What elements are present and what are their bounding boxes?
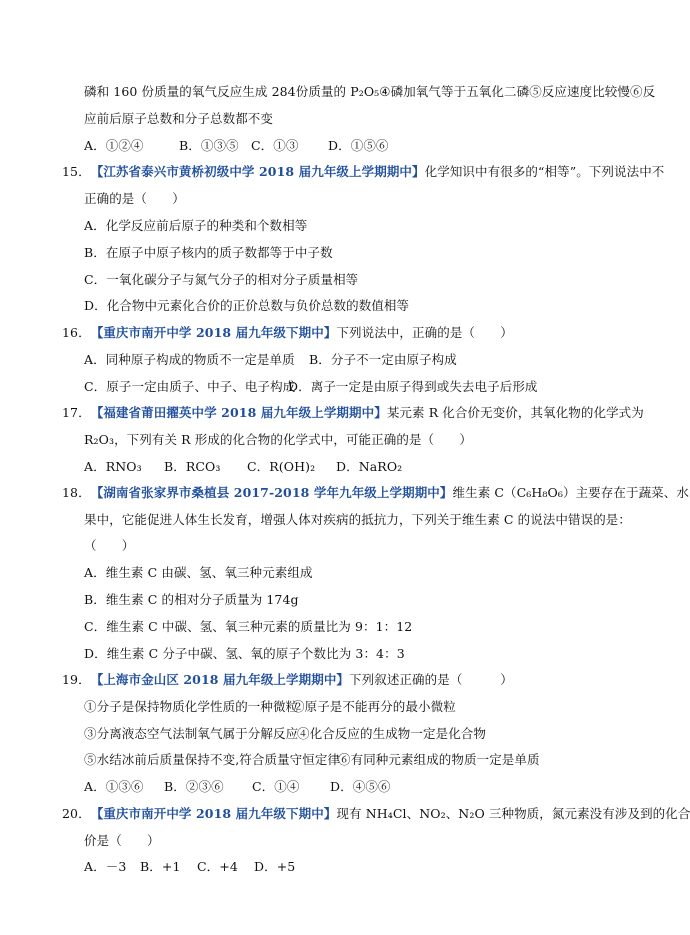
question-source: 【福建省莆田擢英中学 2018 届九年级上学期期中】 [90, 405, 387, 420]
q16-option-b[interactable]: B．分子不一定由原子构成 [309, 352, 457, 367]
question-stem: 下列叙述正确的是（ ） [349, 672, 513, 687]
question-stem: 下列说法中，正确的是（ ） [336, 325, 513, 340]
q16-options-row2 [84, 379, 538, 395]
question-source: 【上海市金山区 2018 届九年级上学期期中】 [90, 672, 350, 687]
q19-option-a[interactable]: A．①③⑥ [84, 779, 144, 794]
q20-options [84, 859, 295, 875]
q16-option-a[interactable]: A．同种原子构成的物质不一定是单质 [84, 352, 295, 367]
question-source: 【湖南省张家界市桑植县 2017-2018 学年九年级上学期期中】 [90, 485, 453, 500]
q17-option-a[interactable]: A．RNO₃ [84, 459, 142, 474]
q18-option-b[interactable]: B．维生素 C 的相对分子质量为 174g [84, 592, 299, 607]
q19-statement-1: ①分子是保持物质化学性质的一种微粒 [84, 699, 299, 714]
q17-option-c[interactable]: C．R(OH)₂ [247, 459, 316, 474]
q18-stem-line2: 果中，它能促进人体生长发育，增强人体对疾病的抵抗力，下列关于维生素 C 的说法中错误的是： [84, 512, 632, 527]
q15-option-c[interactable]: C．一氧化碳分子与氮气分子的相对分子质量相等 [84, 272, 359, 287]
q20-option-b[interactable]: B．+1 [140, 859, 181, 874]
q20-option-a[interactable]: A．－3 [84, 859, 127, 874]
q20-option-c[interactable]: C．+4 [197, 859, 238, 874]
question-number: 16． [62, 325, 91, 340]
q19-option-c[interactable]: C．①④ [252, 779, 300, 794]
q17-option-b[interactable]: B．RCO₃ [164, 459, 221, 474]
q15-option-d[interactable]: D．化合物中元素化合价的正价总数与负价总数的数值相等 [84, 298, 410, 313]
q17-stem-line1 [62, 405, 644, 421]
q15-option-a[interactable]: A．化学反应前后原子的种类和个数相等 [84, 218, 308, 233]
q15-option-b[interactable]: B．在原子中原子核内的质子数都等于中子数 [84, 245, 333, 260]
question-number: 20． [62, 806, 91, 821]
q17-stem-line2: R₂O₃，下列有关 R 形成的化合物的化学式中，可能正确的是（ ） [84, 432, 472, 447]
q20-stem-line2: 价是（ ） [84, 833, 160, 848]
q19-statement-3: ③分离液态空气法制氧气属于分解反应 [84, 726, 299, 741]
q19-statements-row2 [84, 726, 486, 742]
q14-option-d[interactable]: D．①⑤⑥ [328, 138, 389, 153]
q16-option-d[interactable]: D．离子一定是由原子得到或失去电子后形成 [288, 379, 538, 394]
q15-stem-line2: 正确的是（ ） [84, 191, 185, 206]
question-stem: 维生素 C（C₆H₈O₆）主要存在于蔬菜、水 [452, 485, 689, 500]
q18-stem-line3: （ ） [84, 538, 135, 553]
q19-statements-row3 [84, 752, 540, 768]
q14-option-b[interactable]: B．①③⑤ [179, 138, 239, 153]
q16-options-row1 [84, 352, 457, 368]
q14-option-c[interactable]: C．①③ [251, 138, 299, 153]
q19-statements-row1 [84, 699, 456, 715]
question-stem: 某元素 R 化合价无变价，其氧化物的化学式为 [386, 405, 644, 420]
q18-option-c[interactable]: C．维生素 C 中碳、氢、氧三种元素的质量比为 9：1：12 [84, 619, 413, 634]
q19-statement-5: ⑤水结冰前后质量保持不变,符合质量守恒定律 [84, 752, 341, 767]
question-number: 19． [62, 672, 91, 687]
q16-option-c[interactable]: C．原子一定由质子、中子、电子构成 [84, 379, 296, 394]
question-number: 18． [62, 485, 91, 500]
q19-option-b[interactable]: B．②③⑥ [164, 779, 224, 794]
q19-options [84, 779, 391, 795]
q14-options [84, 138, 389, 154]
q19-stem [62, 672, 513, 688]
q15-stem-line1 [62, 164, 664, 180]
question-number: 15． [62, 164, 91, 179]
q14-stem-line2: 应前后原子总数和分子总数都不变 [84, 111, 274, 126]
q14-stem-line1: 磷和 160 份质量的氧气反应生成 284份质量的 P₂O₅④磷加氧气等于五氧化二磷⑤反应速度比较慢⑥反 [84, 84, 656, 99]
question-stem: 现有 NH₄Cl、NO₂、N₂O 三种物质，氮元素没有涉及到的化合 [336, 806, 690, 821]
q18-option-a[interactable]: A．维生素 C 由碳、氢、氧三种元素组成 [84, 565, 313, 580]
q16-stem [62, 325, 513, 341]
q20-stem-line1 [62, 806, 690, 822]
q17-options [84, 459, 402, 475]
question-source: 【重庆市南开中学 2018 届九年级下期中】 [90, 806, 337, 821]
q17-option-d[interactable]: D．NaRO₂ [336, 459, 403, 474]
question-stem: 化学知识中有很多的“相等”。下列说法中不 [424, 164, 665, 179]
question-number: 17． [62, 405, 91, 420]
q18-option-d[interactable]: D．维生素 C 分子中碳、氢、氧的原子个数比为 3：4：3 [84, 646, 405, 661]
q18-stem-line1 [62, 485, 689, 501]
q19-statement-2: ②原子是不能再分的最小微粒 [292, 699, 456, 714]
question-source: 【江苏省泰兴市黄桥初级中学 2018 届九年级上学期期中】 [90, 164, 425, 179]
q19-statement-6: ⑥有同种元素组成的物质一定是单质 [338, 752, 540, 767]
q20-option-d[interactable]: D．+5 [254, 859, 296, 874]
question-source: 【重庆市南开中学 2018 届九年级下期中】 [90, 325, 337, 340]
q19-option-d[interactable]: D．④⑤⑥ [330, 779, 391, 794]
q14-option-a[interactable]: A．①②④ [84, 138, 144, 153]
q19-statement-4: ④化合反应的生成物一定是化合物 [297, 726, 487, 741]
